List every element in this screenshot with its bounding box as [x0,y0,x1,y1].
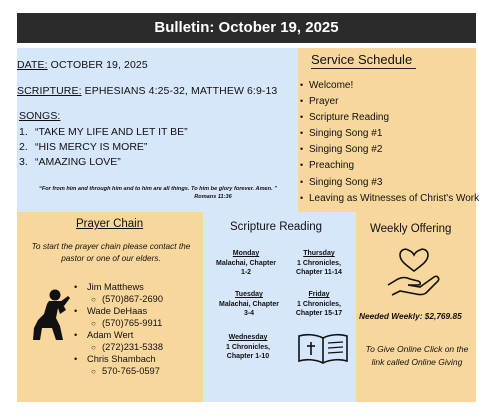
song-title: “AMAZING LOVE” [35,156,121,168]
song-number: 2. [19,141,28,153]
reading-day [218,290,280,319]
reading-day-name: Wednesday [228,334,268,341]
schedule-item: • Singing Song #2 [300,144,383,155]
weekly-offering-title: Weekly Offering [370,223,452,235]
schedule-item: • Leaving as Witnesses of Christ's Work [300,193,480,204]
schedule-title: Service Schedule [311,52,416,69]
prayer-chain-description: To start the prayer chain please contact the pastor or one of our elders. [31,241,191,263]
praying-person-icon [30,288,72,342]
contact-name: • Adam Wert [74,330,134,340]
prayer-chain-title: Prayer Chain [76,218,144,230]
song-title: “HIS MERCY IS MORE” [35,141,148,153]
schedule-item: • Preaching [300,160,355,171]
reading-day-name: Monday [232,250,260,257]
schedule-item: • Welcome! [300,80,354,91]
quote-reference: Romans 11:36 [194,194,232,200]
reading-day-name: Friday [308,291,330,298]
heart-in-hand-icon [386,247,442,297]
reading-day [215,249,277,278]
scripture-reading-title: Scripture Reading [230,221,323,233]
reading-day-name: Thursday [303,250,335,257]
song-title: “TAKE MY LIFE AND LET IT BE” [35,126,188,138]
quote-text: “For from him and through him and to him are all things. To him be glory forever. Amen. ” [39,186,277,192]
scripture-line [17,85,277,97]
schedule-item: • Prayer [300,96,339,107]
reading-day [288,249,350,278]
reading-passage: 1 Chronicles, Chapter 1-10 [226,343,270,360]
contact-phone: ○ (570)867-2690 [91,294,163,304]
schedule-item: • Singing Song #1 [300,128,383,139]
bulletin-title: Bulletin: October 19, 2025 [17,13,476,43]
reading-passage: 1 Chronicles, Chapter 15-17 [295,300,343,317]
schedule-item: • Scripture Reading [300,112,390,123]
song-number: 1. [19,126,28,138]
scripture-label: SCRIPTURE: [17,85,82,97]
date-value: OCTOBER 19, 2025 [47,59,148,71]
schedule-item: • Singing Song #3 [300,177,383,188]
reading-passage: Malachai, Chapter 1-2 [216,259,276,276]
reading-passage: 1 Chronicles, Chapter 11-14 [296,259,342,276]
song-item [19,126,188,138]
scripture-value: EPHESIANS 4:25-32, MATTHEW 6:9-13 [81,85,278,97]
reading-day [217,333,279,362]
contact-name: • Wade DeHaas [74,306,148,316]
bible-quote [20,185,296,201]
song-item [19,156,121,168]
song-item [19,141,147,153]
bible-icon [297,333,349,365]
weekly-need-amount: Needed Weekly: $2,769.85 [359,311,462,321]
reading-day-name: Tuesday [235,291,263,298]
reading-day [288,290,350,319]
contact-name: • Chris Shambach [74,354,156,364]
contact-phone: ○ (570)765-9911 [91,318,163,328]
song-number: 3. [19,156,28,168]
contact-phone: ○ (272)231-5338 [91,342,163,352]
songs-label: SONGS: [19,110,61,122]
reading-passage: Malachai, Chapter 3-4 [219,300,279,317]
contact-phone: ○ 570-765-0597 [91,366,160,376]
weekly-offering-panel [356,212,476,402]
contact-name: • Jim Matthews [74,282,144,292]
online-giving-note: To Give Online Click on the link called Online Giving [365,344,469,367]
date-label: DATE: [17,59,48,71]
date-line [17,59,148,71]
